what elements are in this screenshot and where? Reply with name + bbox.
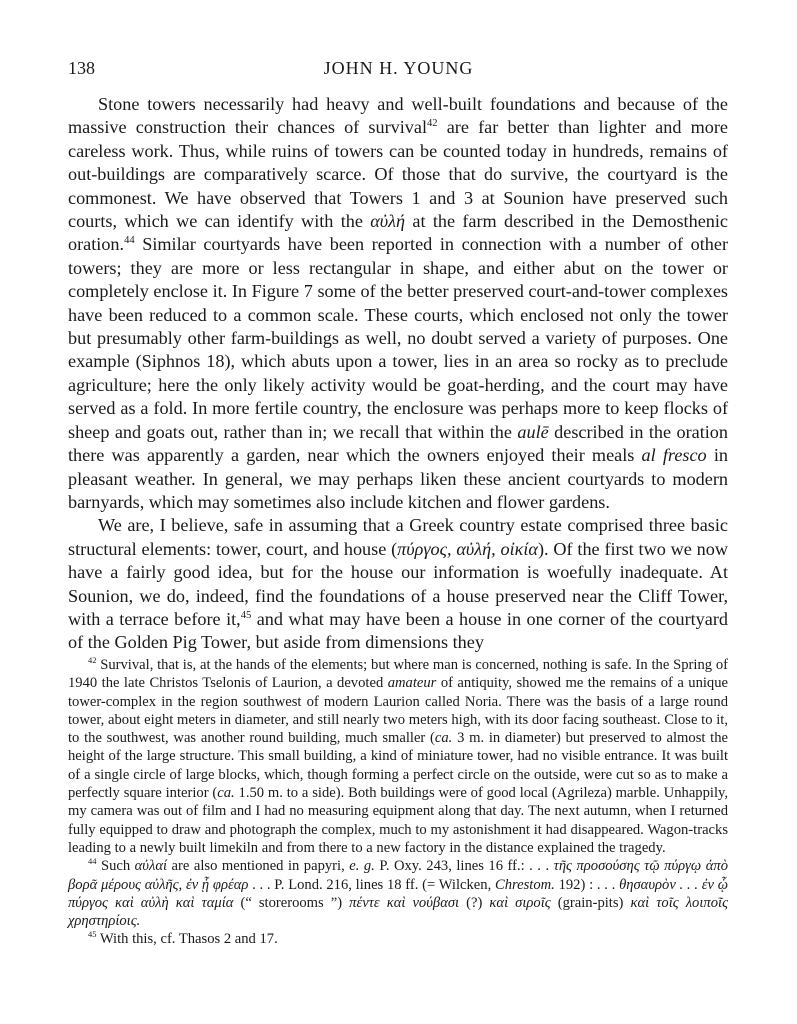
footnote-44: $^{44}$ Such αὐλαί are also mentioned in papyri, e. g. P. Oxy. 243, lines 16 ff.: . . . τῆς προσούσης τῷ πύργῳ ἀπὸ βορᾶ μέρους αὐλῆς, ἐν ᾗ φρέαρ . . . P. Lond. 216, lines 18 ff. (= Wilcken, Chrestom. 192) : . . . θησαυρὸν . . . ἐν ᾧ πύργος καὶ αὐλὴ καὶ ταμία (“ storerooms ”) πέντε καὶ νούβασι (?) καὶ σιροῖς (grain-pits) καὶ τοῖς λοιποῖς χρηστηρίοις. bbox=[68, 856, 728, 930]
footnote-ref-44[interactable]: 44 bbox=[124, 235, 135, 247]
greek-terms: πύργος, αὐλή, οἰκία bbox=[397, 538, 538, 559]
footnote-mark-44: 44 bbox=[88, 856, 97, 867]
paragraph-2: We are, I believe, safe in assuming that a Greek country estate comprised three basic structural elements: tower, court, and house (πύργος, αὐλή, οἰκία). Of the first two we now have a fairly good idea, but for the house our information is woefully inadequate. At Sounion, we do, indeed, find the foundations of a house preserved near the Cliff Tower, with a terrace before it,$^{45}$ and what may have been a house in one corner of the courtyard of the Golden Pig Tower, but aside from dimensions they bbox=[68, 515, 728, 653]
footnote-mark-45: 45 bbox=[88, 929, 97, 940]
running-head: JOHN H. YOUNG bbox=[323, 58, 474, 78]
body-text bbox=[68, 93, 728, 655]
footnote-mark-42: 42 bbox=[88, 655, 97, 666]
footnote-ref-42[interactable]: 42 bbox=[427, 118, 438, 130]
greek-term: αὐλή bbox=[370, 211, 406, 232]
page-header bbox=[68, 58, 729, 82]
footnotes bbox=[68, 656, 728, 949]
page-number: 138 bbox=[68, 58, 95, 78]
footnote-ref-45[interactable]: 45 bbox=[240, 609, 252, 621]
term-al-fresco: al fresco bbox=[641, 445, 707, 466]
footnote-45: $^{45}$ With this, cf. Thasos 2 and 17. bbox=[88, 929, 278, 948]
footnote-42: $^{42}$ Survival, that is, at the hands of the elements; but where man is concerned, nothing is safe. In the Spring of 1940 the late Christos Tselonis of Laurion, a devoted amateur of antiquity, showed me the remains of a unique tower-complex in the region southwest of modern Laurion called Noria. There was the basis of a large round tower, about eight meters in diameter, and still nearly two meters high, with its door facing southeast. Close to it, to the southwest, was another round building, much smaller (ca. 3 m. in diameter) but preserved to almost the height of the large structure. This small building, a kind of miniature tower, had no visible entrance. It was built of a single circle of large blocks, which, though forming a perfect circle on the outside, were cut so as to make a perfectly square interior (ca. 1.50 m. to a side). Both buildings were of good local (Agrileza) marble. Unhappily, my camera was out of film and I had no measuring equipment along that day. The next autumn, when I returned fully equipped to draw and photograph the complex, much to my astonishment it had disappeared. Wagon-tracks leading to a newly built limekiln and from there to a new factory in the distance explained the tragedy. bbox=[68, 655, 729, 856]
paragraph-1: Stone towers necessarily had heavy and well-built foundations and because of the massive construction their chances of survival$^{42}$ are far better than lighter and more careless work. Thus, while ruins of towers can be counted today in hundreds, remains of out-buildings are comparatively scarce. Of those that do survive, the courtyard is the commonest. We have observed that Towers 1 and 3 at Sounion have preserved such courts, which we can identify with the αὐλή at the farm described in the Demosthenic oration.$^{44}$ Similar courtyards have been reported in connection with a number of other towers; they are more or less rectangular in shape, and either abut on the tower or completely enclose it. In Figure 7 some of the better preserved court-and-tower complexes have been reduced to a common scale. These courts, which enclosed not only the tower but presumably other farm-buildings as well, no doubt served a variety of purposes. One example (Siphnos 18), which abuts upon a tower, lies in an area so rocky as to preclude agriculture; here the only likely activity would be goat-herding, and the court may have served as a fold. In more fertile country, the enclosure was perhaps more to keep flocks of sheep and goats out, rather than in; we recall that within the aulē described in the oration there was apparently a garden, near which the owners enjoyed their meals al fresco in pleasant weather. In general, we may perhaps liken these ancient courtyards to modern barnyards, which may sometimes also include kitchen and flower gardens. bbox=[68, 94, 728, 512]
term-aule: aulē bbox=[517, 421, 549, 442]
